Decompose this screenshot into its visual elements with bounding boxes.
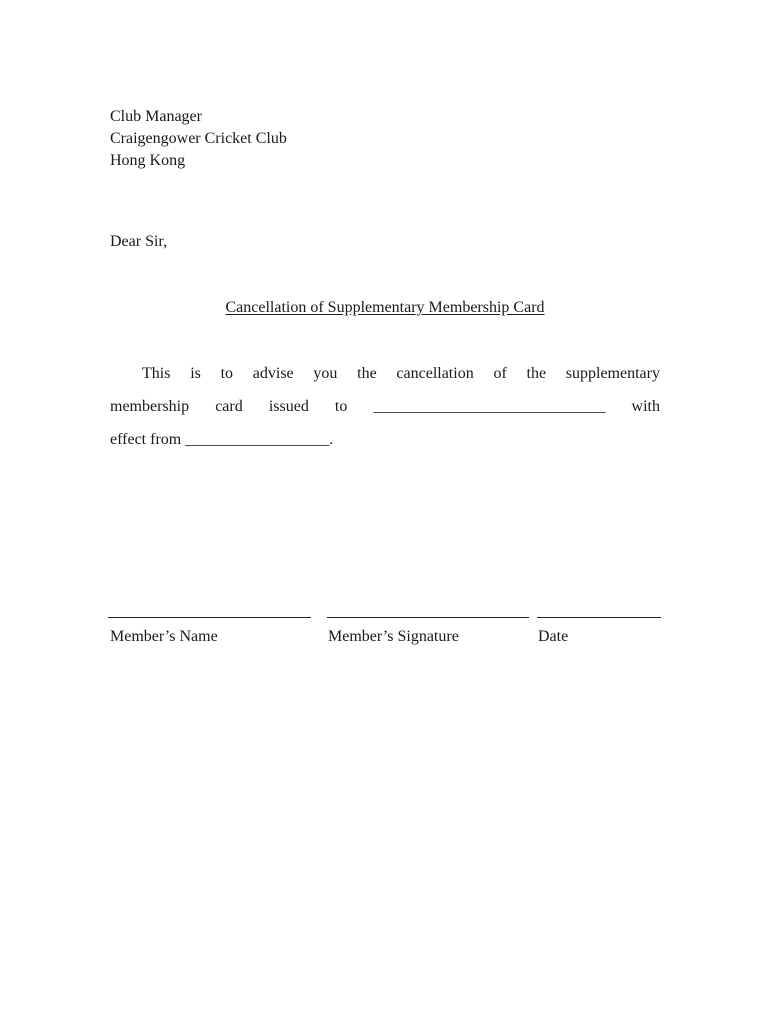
member-signature-line[interactable] xyxy=(327,617,529,618)
salutation: Dear Sir, xyxy=(110,233,168,250)
member-name-line[interactable] xyxy=(108,617,311,618)
body-line-1 xyxy=(110,363,660,385)
body-word: advise xyxy=(252,365,294,382)
recipient-address xyxy=(110,106,287,172)
body-word: to xyxy=(334,398,348,415)
body-word: issued xyxy=(268,398,309,415)
issued-to-blank[interactable]: _____________________________ xyxy=(373,398,606,415)
body-word: membership xyxy=(110,398,190,415)
address-line-2: Craigengower Cricket Club xyxy=(110,130,287,147)
body-word: to xyxy=(220,365,234,382)
body-word: card xyxy=(215,398,243,415)
body-word: of xyxy=(493,365,507,382)
effect-from-line[interactable]: effect from __________________. xyxy=(110,431,334,448)
body-word: This xyxy=(142,365,171,382)
body-word: is xyxy=(190,365,201,382)
address-line-1: Club Manager xyxy=(110,108,202,125)
body-word: supplementary xyxy=(565,365,660,382)
body-word: with xyxy=(631,398,660,415)
subject-text: Cancellation of Supplementary Membership Card xyxy=(225,299,545,316)
body-word: the xyxy=(526,365,547,382)
member-signature-label: Member’s Signature xyxy=(328,628,459,645)
subject-heading xyxy=(110,297,660,319)
date-label: Date xyxy=(538,628,569,645)
body-word: cancellation xyxy=(396,365,474,382)
member-name-label: Member’s Name xyxy=(110,628,218,645)
body-word: you xyxy=(313,365,338,382)
address-line-3: Hong Kong xyxy=(110,152,186,169)
date-line[interactable] xyxy=(537,617,661,618)
body-line-2 xyxy=(110,396,660,418)
body-word: the xyxy=(357,365,377,382)
